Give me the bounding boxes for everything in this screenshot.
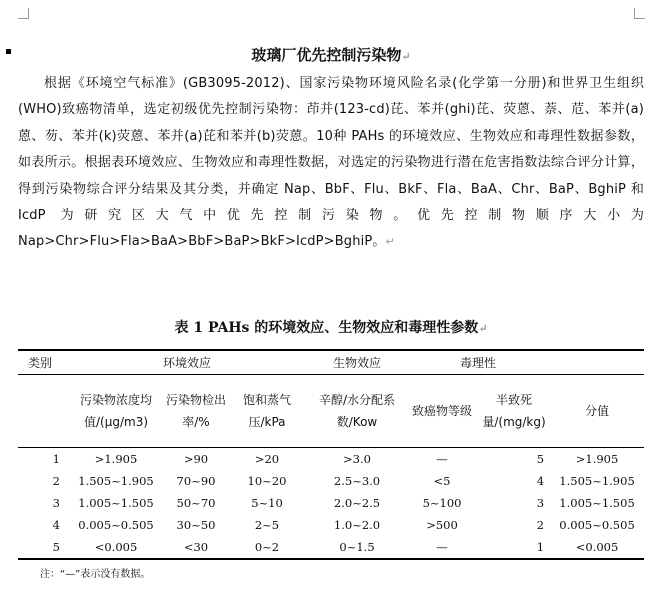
cell: 5~100 — [422, 496, 462, 510]
table-row — [18, 470, 644, 492]
cell: 70~90 — [176, 474, 216, 488]
cell: 1.505~1.905 — [78, 474, 154, 488]
cell: >1.905 — [575, 452, 619, 466]
col-header-score: 分值 — [550, 375, 644, 448]
cell: 0~2 — [226, 536, 308, 559]
header-environmental-effect: 环境效应 — [66, 350, 308, 375]
header-blank — [550, 350, 644, 375]
cell: <0.005 — [66, 536, 166, 559]
cell: 0.005~0.505 — [78, 518, 154, 532]
cell: 5~10 — [251, 496, 283, 510]
cell-class: 1 — [52, 452, 60, 466]
col-header-concentration: 污染物浓度均值/(μg/m3) — [66, 375, 166, 448]
col-header-ld50: 半致死量/(mg/kg) — [478, 375, 550, 448]
cell: 30~50 — [176, 518, 216, 532]
header-biological-effect: 生物效应 — [308, 350, 406, 375]
header-category: 类别 — [18, 350, 66, 375]
col-header-0 — [18, 375, 66, 448]
table-column-header-row — [18, 375, 644, 448]
col-header-carcinogen-grade: 致癌物等级 — [406, 375, 478, 448]
header-toxicity: 毒理性 — [406, 350, 550, 375]
cell: 3 — [536, 496, 545, 510]
page-corner-mark-right — [634, 8, 645, 19]
cell-class: 3 — [52, 496, 60, 510]
cell: — — [406, 536, 478, 559]
cell: 4 — [536, 474, 545, 488]
table-row — [18, 514, 644, 536]
cell: 0~1.5 — [308, 536, 406, 559]
table-note[interactable]: 注：“—”表示没有数据。 — [40, 569, 151, 580]
cell: >20 — [254, 452, 280, 466]
cell-class: 4 — [52, 518, 60, 532]
table-caption[interactable]: 表 1 PAHs 的环境效应、生物效应和毒理性参数↵ — [174, 320, 488, 336]
table-row — [18, 492, 644, 514]
table-row — [18, 536, 644, 559]
cell: 2.0~2.5 — [333, 496, 381, 510]
cell: >1.905 — [94, 452, 138, 466]
cell: >90 — [183, 452, 209, 466]
cell: 0.005~0.505 — [559, 518, 635, 532]
cell-class: 2 — [52, 474, 60, 488]
cell: 1.0~2.0 — [333, 518, 381, 532]
cell: 50~70 — [176, 496, 216, 510]
cell: — — [436, 452, 448, 466]
cell: <0.005 — [550, 536, 644, 559]
cell: >500 — [426, 518, 458, 532]
cell: 2 — [536, 518, 545, 532]
table-row — [18, 448, 644, 471]
body-paragraph[interactable]: 根据《环境空气标准》(GB3095-2012)、国家污染物环境风险名录(化学第一分册)和世界卫生组织(WHO)致癌物清单，选定初级优先控制污染物：茚并(123-cd)芘、苯并(ghi)芘、荧蒽、萘、苊、苯并(a)蒽、芴、苯并(k)荧蒽、苯并(a)芘和苯并(b)荧蒽。10种 PAHs 的环境效应、生物效应和毒理性数据参数，如表所示。根据表环境效应、生物效应和毒理性数据，对选定的污染物进行潜在危害指数法综合评分计算，得到污染物综合评分结果及其分类，并确定 Nap、BbF、Flu、BkF、Fla、BaA、Chr、BaP、BghiP 和 IcdP 为研究区大气中优先控制污染物。优先控制物顺序大小为 Nap>Chr>Flu>Fla>BaA>BbF>BaP>BkF>IcdP>BghiP。↵ — [18, 76, 644, 250]
cell: 1.005~1.505 — [559, 496, 635, 510]
cell: <30 — [166, 536, 226, 559]
cell: <5 — [433, 474, 451, 488]
cell: 10~20 — [247, 474, 287, 488]
cell: 1.005~1.505 — [78, 496, 154, 510]
page-corner-mark-left — [18, 8, 29, 19]
cell: >3.0 — [343, 452, 371, 466]
cell: 5 — [536, 452, 545, 466]
cell: 2~5 — [254, 518, 280, 532]
cell-class: 5 — [18, 536, 66, 559]
col-header-detection-rate: 污染物检出率/% — [166, 375, 226, 448]
table-group-header-row — [18, 350, 644, 375]
document-title[interactable]: 玻璃厂优先控制污染物↵ — [251, 46, 411, 64]
cell: 2.5~3.0 — [333, 474, 381, 488]
pah-parameter-table — [18, 349, 644, 560]
col-header-vapor-pressure: 饱和蒸气压/kPa — [226, 375, 308, 448]
cell: 1 — [478, 536, 550, 559]
col-header-kow: 辛醇/水分配系数/Kow — [308, 375, 406, 448]
cell: 1.505~1.905 — [559, 474, 635, 488]
